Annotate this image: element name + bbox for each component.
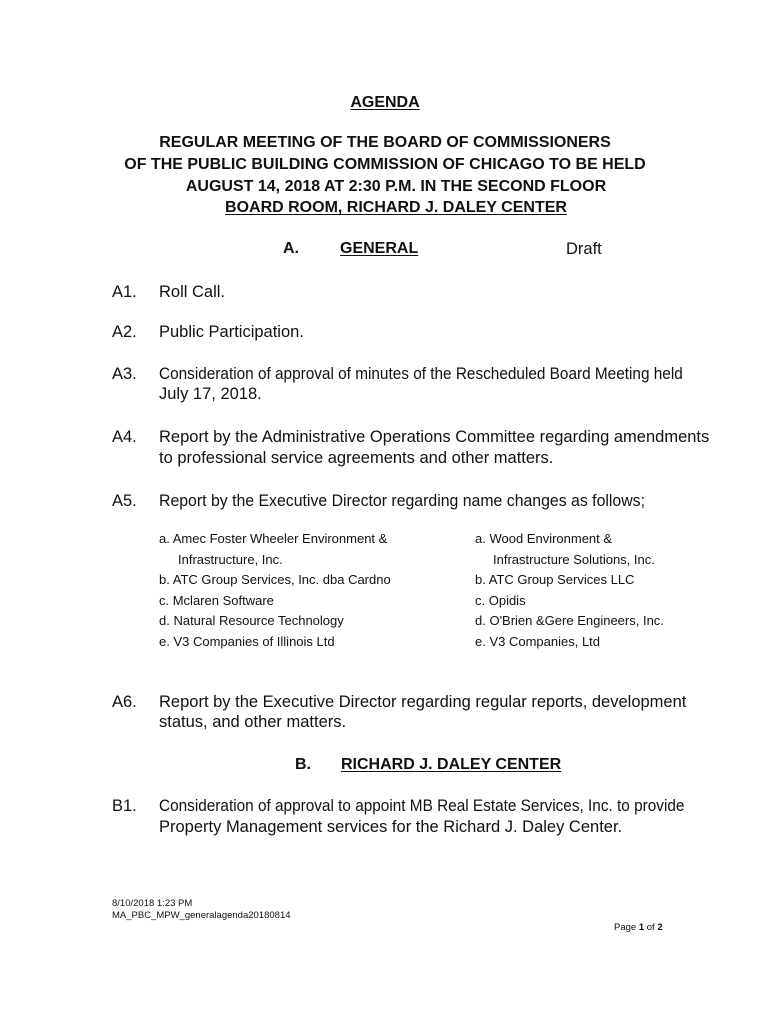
item-a4-line-1: Report by the Administrative Operations Committee regarding amendments (159, 428, 710, 446)
footer-timestamp: 8/10/2018 1:23 PM (112, 898, 193, 909)
item-a2-number: A2. (112, 323, 137, 341)
old-name-a-cont: Infrastructure, Inc. (178, 552, 283, 567)
subtitle-line-1: REGULAR MEETING OF THE BOARD OF COMMISSIONERS (159, 134, 611, 151)
new-name-b: b. ATC Group Services LLC (475, 572, 635, 587)
new-name-a: a. Wood Environment & (475, 531, 613, 546)
section-a-title: GENERAL (340, 240, 419, 257)
item-a4-number: A4. (112, 428, 137, 446)
page-number (614, 922, 663, 933)
item-a3-number: A3. (112, 365, 137, 383)
item-a5-text: Report by the Executive Director regarding name changes as follows; (159, 492, 646, 510)
item-a6-line-2: status, and other matters. (159, 713, 347, 731)
old-name-a: a. Amec Foster Wheeler Environment & (159, 531, 388, 546)
item-a3-line-1: Consideration of approval of minutes of the Rescheduled Board Meeting held (159, 365, 683, 383)
item-a3-line-2: July 17, 2018. (159, 385, 262, 403)
item-a4-line-2: to professional service agreements and other matters. (159, 449, 554, 467)
old-name-b: b. ATC Group Services, Inc. dba Cardno (159, 572, 391, 587)
page-mid: of (644, 922, 658, 933)
item-a2-text: Public Participation. (159, 323, 304, 341)
page-current: 1 (638, 922, 645, 933)
subtitle-line-4: BOARD ROOM, RICHARD J. DALEY CENTER (225, 199, 567, 216)
new-name-e: e. V3 Companies, Ltd (475, 634, 601, 649)
page-prefix: Page (614, 922, 639, 933)
draft-label: Draft (566, 240, 602, 258)
new-name-d: d. O'Brien &Gere Engineers, Inc. (475, 613, 664, 628)
footer-filename: MA_PBC_MPW_generalagenda20180814 (112, 910, 291, 921)
old-name-d: d. Natural Resource Technology (159, 613, 344, 628)
item-b1-line-1: Consideration of approval to appoint MB Real Estate Services, Inc. to provide (159, 797, 685, 815)
item-b1-number: B1. (112, 797, 137, 815)
page-title: AGENDA (350, 94, 420, 111)
item-a6-line-1: Report by the Executive Director regarding regular reports, development (159, 693, 687, 711)
old-name-e: e. V3 Companies of Illinois Ltd (159, 634, 335, 649)
new-name-c: c. Opidis (475, 593, 526, 608)
item-a5-number: A5. (112, 492, 137, 510)
section-b-title: RICHARD J. DALEY CENTER (341, 756, 562, 773)
new-name-a-cont: Infrastructure Solutions, Inc. (493, 552, 655, 567)
subtitle-line-2: OF THE PUBLIC BUILDING COMMISSION OF CHICAGO TO BE HELD (124, 156, 646, 173)
subtitle-line-3: AUGUST 14, 2018 AT 2:30 P.M. IN THE SECOND FLOOR (185, 178, 607, 195)
item-a1-text: Roll Call. (159, 283, 226, 301)
section-b-letter: B. (295, 756, 311, 773)
item-a6-number: A6. (112, 693, 137, 711)
old-name-c: c. Mclaren Software (159, 593, 274, 608)
item-a1-number: A1. (112, 283, 137, 301)
section-a-letter: A. (283, 240, 299, 257)
item-b1-line-2: Property Management services for the Richard J. Daley Center. (159, 818, 623, 836)
page-total: 2 (657, 922, 663, 933)
